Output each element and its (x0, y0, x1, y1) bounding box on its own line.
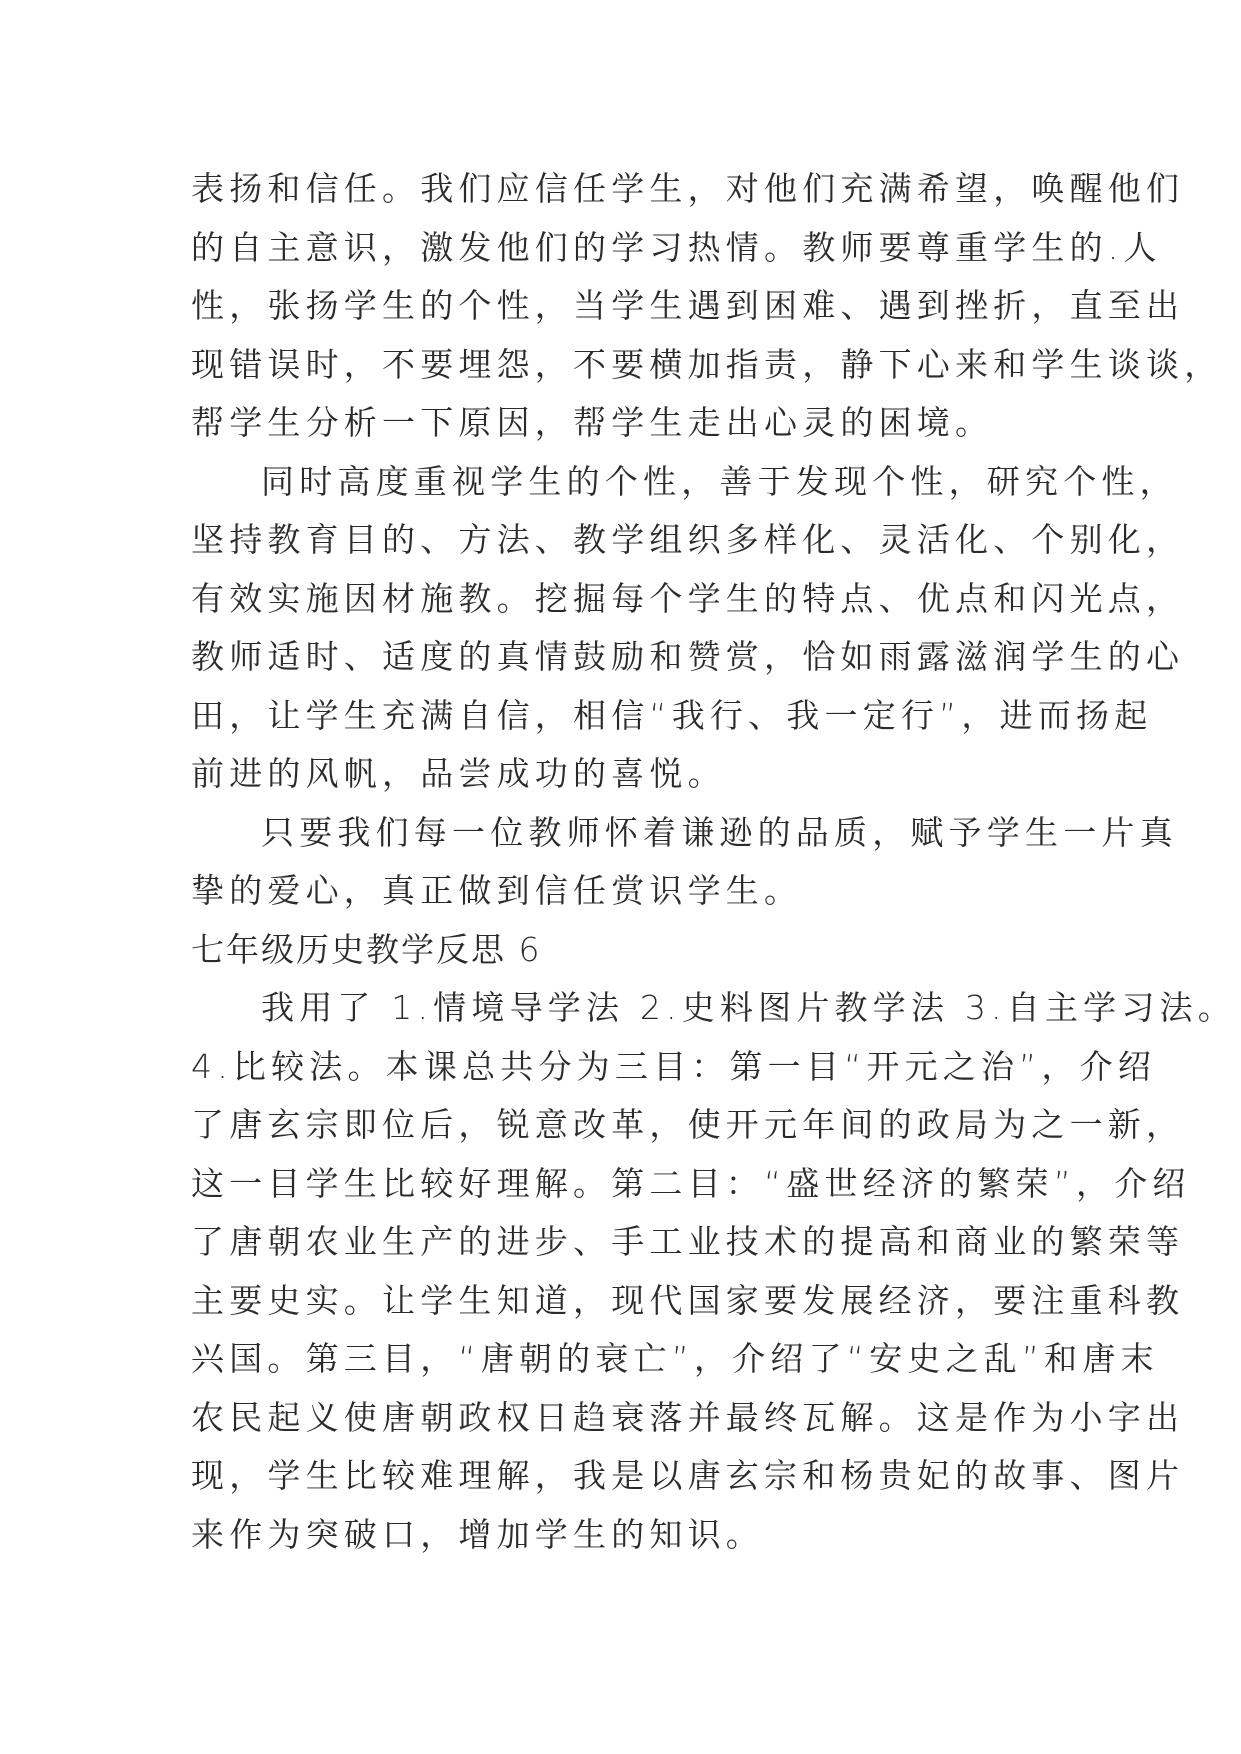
text-line-22: 农民起义使唐朝政权日趋衰落并最终瓦解。这是作为小字出 (191, 1397, 1185, 1437)
document-body (191, 160, 1236, 1564)
text-line-18: 这一目学生比较好理解。第二目：“盛世经济的繁荣”，介绍 (191, 1163, 1191, 1203)
section-heading: 七年级历史教学反思 6 (191, 929, 542, 969)
paragraph-start-line: 同时高度重视学生的个性，善于发现个性，研究个性， (261, 461, 1178, 501)
text-line-11: 前进的风帆，品尝成功的喜悦。 (191, 754, 726, 793)
paragraph-start-line: 只要我们每一位教师怀着谦逊的品质，赋予学生一片真 (261, 812, 1178, 852)
text-line-21: 兴国。第三目，“唐朝的衰亡”，介绍了“安史之乱”和唐末 (191, 1339, 1159, 1378)
text-line-24: 来作为突破口，增加学生的知识。 (191, 1514, 764, 1554)
text-line-16: 4.比较法。本课总共分为三目：第一目“开元之治”，介绍 (191, 1046, 1157, 1086)
text-line-2: 的自主意识，激发他们的学习热情。教师要尊重学生的.人 (191, 227, 1162, 267)
text-line-23: 现，学生比较难理解，我是以唐玄宗和杨贵妃的故事、图片 (191, 1456, 1185, 1495)
text-line-7: 坚持教育目的、方法、教学组织多样化、灵活化、个别化， (191, 520, 1185, 559)
text-line-5: 帮学生分析一下原因，帮学生走出心灵的困境。 (191, 403, 994, 442)
text-line-4: 现错误时，不要埋怨，不要横加指责，静下心来和学生谈谈， (191, 344, 1223, 384)
text-line-13: 挚的爱心，真正做到信任赏识学生。 (191, 871, 803, 910)
text-line-1: 表扬和信任。我们应信任学生，对他们充满希望，唤醒他们 (191, 169, 1185, 208)
text-line-10: 田，让学生充满自信，相信“我行、我一定行”，进而扬起 (191, 695, 1153, 735)
text-line-3: 性，张扬学生的个性，当学生遇到困难、遇到挫折，直至出 (191, 286, 1185, 325)
paragraph-start-line: 我用了 1.情境导学法 2.史料图片教学法 3.自主学习法。 (261, 988, 1236, 1027)
text-line-19: 了唐朝农业生产的进步、手工业技术的提高和商业的繁荣等 (191, 1222, 1185, 1261)
text-line-17: 了唐玄宗即位后，锐意改革，使开元年间的政局为之一新， (191, 1105, 1185, 1144)
text-line-20: 主要史实。让学生知道，现代国家要发展经济，要注重科教 (191, 1280, 1185, 1320)
text-line-9: 教师适时、适度的真情鼓励和赞赏，恰如雨露滋润学生的心 (191, 637, 1185, 676)
text-line-8: 有效实施因材施教。挖掘每个学生的特点、优点和闪光点， (191, 578, 1185, 618)
